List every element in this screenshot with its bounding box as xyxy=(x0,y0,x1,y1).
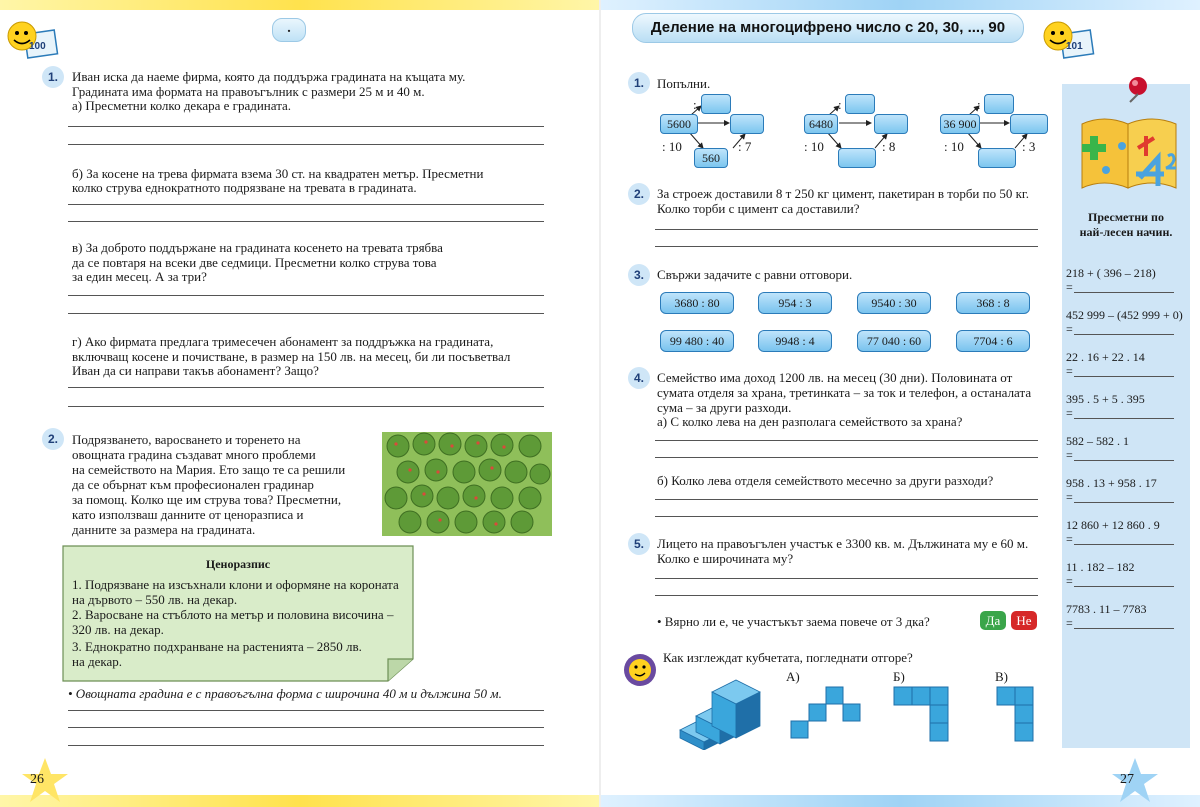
diagram2-div-c: : 8 xyxy=(882,139,896,154)
right-task4-number: 4. xyxy=(628,367,650,389)
answer-line[interactable] xyxy=(655,457,1038,458)
smiley-calendar-icon xyxy=(1040,14,1096,60)
left-task2-line-4: да се обърнат към професионален градинар xyxy=(72,477,314,492)
diagram3-start: 36 900 xyxy=(940,114,980,134)
answer-line[interactable] xyxy=(68,295,544,296)
sidebar-expression-9: 7783 . 11 – 7783 xyxy=(1066,602,1147,616)
sidebar-expression-2: 452 999 – (452 999 + 0) xyxy=(1066,308,1183,322)
right-task2-number: 2. xyxy=(628,183,650,205)
match-item[interactable]: 9540 : 30 xyxy=(857,292,931,314)
diagram3-div-a: : xyxy=(977,97,981,112)
answer-line[interactable] xyxy=(68,727,544,728)
diagram1-start: 5600 xyxy=(660,114,698,134)
left-task1-v-line-2: да се повтаря на всеки две седмици. Пресметни колко струва това xyxy=(72,255,437,270)
left-note: • Овощната градина е с правоъгълна форма с широчина 40 м и дължина 50 м. xyxy=(68,686,502,701)
left-task2-number: 2. xyxy=(42,428,64,450)
diagram2-start: 6480 xyxy=(804,114,838,134)
left-page-number: 26 xyxy=(30,772,44,787)
diagram1-mid: 560 xyxy=(694,148,728,168)
sidebar-expression-5: 582 – 582 . 1 xyxy=(1066,434,1129,448)
sidebar-answer-line[interactable] xyxy=(1074,292,1174,293)
sidebar-equals: = xyxy=(1066,490,1073,504)
left-task1-number: 1. xyxy=(42,66,64,88)
left-task1-b-line-1: б) За косене на трева фирмата взема 30 ст. на квадратен метър. Пресметни xyxy=(72,166,484,181)
sidebar-expression-8: 11 . 182 – 182 xyxy=(1066,560,1135,574)
answer-line[interactable] xyxy=(68,745,544,746)
diagram1-blank-right[interactable] xyxy=(730,114,764,134)
sidebar-equals: = xyxy=(1066,280,1073,294)
sidebar-answer-line[interactable] xyxy=(1074,334,1174,335)
right-task4-line-4: а) С колко лева на ден разполага семейството за храна? xyxy=(657,414,963,429)
right-page-number: 27 xyxy=(1120,772,1134,787)
answer-line[interactable] xyxy=(68,126,544,127)
answer-line[interactable] xyxy=(68,204,544,205)
cubes-option-a-shape[interactable] xyxy=(790,686,862,742)
diagram1-blank-top[interactable] xyxy=(701,94,731,114)
match-item[interactable]: 9948 : 4 xyxy=(758,330,832,352)
sidebar-answer-line[interactable] xyxy=(1074,376,1174,377)
left-task1-line-2: Градината има формата на правоъгълник с размери 25 м и 40 м. xyxy=(72,84,425,99)
sidebar-title-line-2: най-лесен начин. xyxy=(1079,225,1173,239)
sidebar-title-line-1: Пресметни по xyxy=(1088,210,1164,224)
math-book-icon xyxy=(1076,108,1182,194)
sidebar-answer-line[interactable] xyxy=(1074,628,1174,629)
right-task1-number: 1. xyxy=(628,72,650,94)
diagram2-blank-top[interactable] xyxy=(845,94,875,114)
diagram3-blank-right[interactable] xyxy=(1010,114,1048,134)
cube-stack-illustration xyxy=(676,678,776,750)
sidebar-equals: = xyxy=(1066,616,1073,630)
sidebar-expression-6: 958 . 13 + 958 . 17 xyxy=(1066,476,1157,490)
left-task1-g-line-1: г) Ако фирмата предлага тримесечен абонамент за поддръжка на градината, xyxy=(72,334,494,349)
right-task1-text: Попълни. xyxy=(657,76,711,91)
sidebar-answer-line[interactable] xyxy=(1074,544,1174,545)
pushpin-icon xyxy=(1120,74,1156,104)
right-task2-line-1: За строеж доставили 8 т 250 кг цимент, пакетиран в торби по 50 кг. xyxy=(657,186,1030,201)
left-task1-g-line-3: Иван да си направи такъв абонамент? Защо? xyxy=(72,363,319,378)
star-decoration-left xyxy=(20,756,70,804)
answer-line[interactable] xyxy=(655,229,1038,230)
diagram1-div-b: : 10 xyxy=(662,139,682,154)
answer-line[interactable] xyxy=(655,246,1038,247)
smiley-calendar-icon xyxy=(4,14,60,60)
sidebar-equals: = xyxy=(1066,448,1073,462)
answer-line[interactable] xyxy=(655,499,1038,500)
sidebar-answer-line[interactable] xyxy=(1074,502,1174,503)
right-task5-number: 5. xyxy=(628,533,650,555)
right-task3-number: 3. xyxy=(628,264,650,286)
right-task4-b: б) Колко лева отделя семейството месечно за други разходи? xyxy=(657,473,994,488)
left-task1-v-line-1: в) За доброто поддържане на градината косенето на тревата трябва xyxy=(72,240,443,255)
left-task1-g-line-2: включващ косене и почистване, в размер на 150 лв. на месец, би ли посъветвал xyxy=(72,349,511,364)
pricelist-item-3-line-2: на декар. xyxy=(72,654,123,669)
sidebar-expression-7: 12 860 + 12 860 . 9 xyxy=(1066,518,1160,532)
left-task2-line-6: като използваш данните от ценоразписа и xyxy=(72,507,304,522)
pricelist-title: Ценоразпис xyxy=(205,557,271,571)
match-item[interactable]: 368 : 8 xyxy=(956,292,1030,314)
answer-line[interactable] xyxy=(68,313,544,314)
answer-line[interactable] xyxy=(68,144,544,145)
sidebar-equals: = xyxy=(1066,364,1073,378)
answer-line[interactable] xyxy=(655,595,1038,596)
left-title-tab xyxy=(272,18,306,42)
right-task2-line-2: Колко торби с цимент са доставили? xyxy=(657,201,860,216)
diagram2-blank-mid[interactable] xyxy=(838,148,876,168)
left-task2-line-1: Подрязването, варосването и торенето на xyxy=(72,432,301,447)
diagram1-div-c: : 7 xyxy=(738,139,752,154)
match-item[interactable]: 99 480 : 40 xyxy=(660,330,734,352)
right-task4-line-2: сумата отделя за храна, третинката – за ток и телефон, а останалата xyxy=(657,385,1032,400)
orchard-illustration xyxy=(382,432,552,536)
pricelist-item-1-line-2: на дървото – 550 лв. на декар. xyxy=(72,592,238,607)
left-task2-line-7: данните за размера на градината. xyxy=(72,522,256,537)
page-spine xyxy=(599,0,601,807)
answer-line[interactable] xyxy=(68,406,544,407)
sidebar-expression-3: 22 . 16 + 22 . 14 xyxy=(1066,350,1145,364)
cubes-option-a-label: А) xyxy=(786,669,800,684)
diagram3-div-b: : 10 xyxy=(944,139,964,154)
right-task4-line-1: Семейство има доход 1200 лв. на месец (30 дни). Половината от xyxy=(657,370,1013,385)
diagram2-blank-right[interactable] xyxy=(874,114,908,134)
diagram3-blank-mid[interactable] xyxy=(978,148,1016,168)
diagram3-blank-top[interactable] xyxy=(984,94,1014,114)
thinking-smiley-icon xyxy=(622,652,658,688)
left-task1-a: а) Пресметни колко декара е градината. xyxy=(72,98,292,113)
left-task2-line-3: на семейството на Мария. Ето защо те са решили xyxy=(72,462,346,477)
right-title: Деление на многоцифрено число с 20, 30, ..., 90 xyxy=(650,19,1006,36)
star-decoration-right xyxy=(1110,756,1160,804)
diagram1-div-a: : xyxy=(693,97,697,112)
right-task5-line-1: Лицето на правоъгълен участък е 3300 кв. м. Дължината му е 60 м. xyxy=(657,536,1029,551)
match-item[interactable]: 3680 : 80 xyxy=(660,292,734,314)
page-badge-left: 100 xyxy=(29,41,46,52)
top-stripe-right xyxy=(600,0,1200,10)
diagram2-div-b: : 10 xyxy=(804,139,824,154)
left-task1-v-line-3: за един месец. А за три? xyxy=(72,269,207,284)
no-button[interactable]: Не xyxy=(1011,611,1037,630)
diagram3-div-c: : 3 xyxy=(1022,139,1036,154)
left-task2-line-2: овощната градина създават много проблеми xyxy=(72,447,316,462)
diagram2-div-a: : xyxy=(838,97,842,112)
match-item[interactable]: 77 040 : 60 xyxy=(857,330,931,352)
pricelist-item-3-line-1: 3. Еднократно подхранване на растенията – 2850 лв. xyxy=(72,639,362,654)
cubes-question: Как изглеждат кубчетата, погледнати отгоре? xyxy=(663,650,913,665)
answer-line[interactable] xyxy=(655,440,1038,441)
answer-line[interactable] xyxy=(68,221,544,222)
sidebar-answer-line[interactable] xyxy=(1074,418,1174,419)
left-task1-b-line-2: колко струва еднократното подрязване на тревата в градината. xyxy=(72,180,417,195)
right-task4-line-3: сума – за други разходи. xyxy=(657,400,792,415)
match-item[interactable]: 7704 : 6 xyxy=(956,330,1030,352)
cubes-option-v-label: В) xyxy=(995,669,1008,684)
cubes-option-b-label: Б) xyxy=(893,669,905,684)
match-item[interactable]: 954 : 3 xyxy=(758,292,832,314)
sidebar-equals: = xyxy=(1066,406,1073,420)
pricelist-item-1-line-1: 1. Подрязване на изсъхнали клони и оформяне на короната xyxy=(72,577,399,592)
sidebar-expression-4: 395 . 5 + 5 . 395 xyxy=(1066,392,1145,406)
page-badge-right: 101 xyxy=(1066,41,1083,52)
sidebar-equals: = xyxy=(1066,532,1073,546)
sidebar-equals: = xyxy=(1066,574,1073,588)
cubes-option-v-shape[interactable] xyxy=(996,686,1036,746)
left-task2-line-5: за помощ. Колко ще им струва това? Пресметни, xyxy=(72,492,342,507)
right-task5-question: • Вярно ли е, че участъкът заема повече от 3 дка? xyxy=(657,614,930,629)
answer-line[interactable] xyxy=(68,710,544,711)
left-task1-line-1: Иван иска да наеме фирма, която да поддържа градината на къщата му. xyxy=(72,69,466,84)
left-title-tab-text: . xyxy=(287,21,291,36)
yes-button[interactable]: Да xyxy=(980,611,1006,630)
top-stripe-left xyxy=(0,0,600,10)
answer-line[interactable] xyxy=(655,578,1038,579)
answer-line[interactable] xyxy=(655,516,1038,517)
sidebar-answer-line[interactable] xyxy=(1074,586,1174,587)
right-task5-line-2: Колко е широчината му? xyxy=(657,551,794,566)
sidebar-answer-line[interactable] xyxy=(1074,460,1174,461)
bottom-stripe-left xyxy=(0,795,600,807)
sidebar-equals: = xyxy=(1066,322,1073,336)
right-task3-text: Свържи задачите с равни отговори. xyxy=(657,267,853,282)
pricelist-item-2-line-2: 320 лв. на декар. xyxy=(72,622,164,637)
answer-line[interactable] xyxy=(68,387,544,388)
sidebar-expression-1: 218 + ( 396 – 218) xyxy=(1066,266,1156,280)
pricelist-item-2-line-1: 2. Варосване на стъблото на метър и половина височина – xyxy=(72,607,394,622)
cubes-option-b-shape[interactable] xyxy=(893,686,949,746)
